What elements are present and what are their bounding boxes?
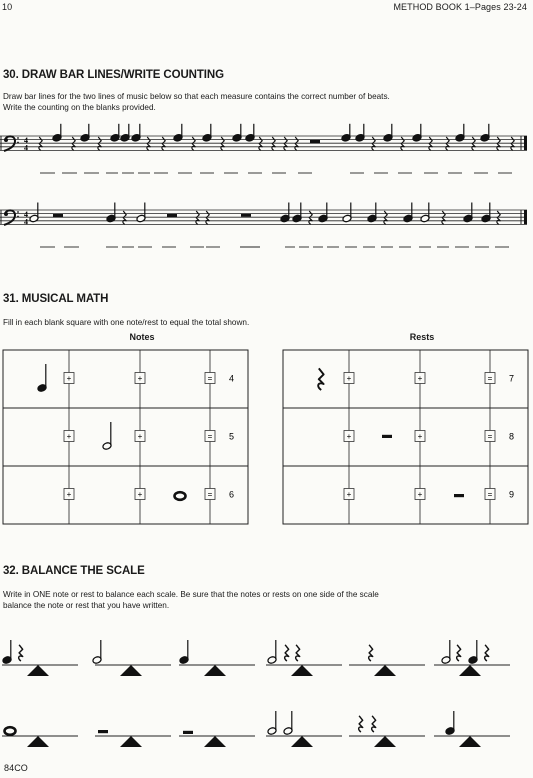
quarter-rest [123, 211, 126, 225]
page-header-title: METHOD BOOK 1–Pages 23-24 [393, 2, 527, 12]
equals-sign: = [487, 490, 493, 499]
quarter-note [480, 124, 490, 142]
half-rest [167, 214, 177, 217]
rests-total: 8 [509, 431, 515, 442]
half-rest [183, 731, 193, 734]
half-note [283, 711, 293, 735]
quarter-rest [318, 368, 323, 390]
quarter-rest [98, 137, 101, 151]
notes-label: Notes [129, 332, 155, 342]
musical-math-grids [0, 348, 533, 538]
ex32-instruction-line-1: Write in ONE note or rest to balance each scale. Be sure that the notes or rests on one side of the scale [3, 590, 379, 599]
page-number: 10 [2, 2, 13, 12]
quarter-rest [401, 137, 404, 151]
clef-dot [17, 142, 19, 144]
plus-sign: + [137, 490, 143, 499]
quarter-rest [497, 137, 500, 151]
scale-fulcrum [204, 665, 226, 676]
quarter-rest [285, 645, 289, 661]
quarter-rest [369, 645, 373, 661]
plus-box [344, 373, 354, 384]
half-note [136, 203, 146, 223]
quarter-rest [472, 137, 475, 151]
balance-scale [266, 711, 342, 747]
balance-scale [95, 730, 171, 747]
scale-fulcrum [204, 736, 226, 747]
ex31-heading: 31. MUSICAL MATH [3, 293, 109, 305]
time-signature [24, 136, 28, 153]
half-rest [53, 214, 63, 217]
quarter-rest [442, 211, 445, 225]
ex30-heading: 30. DRAW BAR LINES/WRITE COUNTING [3, 69, 224, 81]
whole-rest [98, 730, 108, 733]
quarter-note [292, 203, 302, 223]
scale-fulcrum [374, 736, 396, 747]
quarter-rest [19, 645, 23, 661]
plus-sign: + [66, 490, 72, 499]
whole-note [175, 492, 186, 500]
quarter-note [131, 124, 141, 142]
quarter-rest [272, 137, 275, 151]
ex32-heading: 32. BALANCE THE SCALE [3, 565, 145, 577]
quarter-rest [359, 716, 363, 732]
quarter-rest [39, 137, 42, 151]
quarter-note [318, 203, 328, 223]
quarter-note [468, 640, 478, 664]
ex30-instructions [3, 91, 523, 113]
quarter-note [403, 203, 413, 223]
equals-box [485, 431, 495, 442]
balance-scale [2, 640, 78, 676]
quarter-rest [221, 137, 224, 151]
half-note [92, 640, 102, 664]
balance-scale [179, 731, 255, 747]
clef-dot [4, 212, 8, 216]
quarter-note [80, 124, 90, 142]
quarter-note [463, 203, 473, 223]
balance-scales [0, 625, 533, 765]
equals-sign: = [487, 432, 493, 441]
notes-total: 5 [229, 431, 235, 442]
quarter-rest [206, 211, 209, 225]
quarter-rest [295, 137, 298, 151]
quarter-note [106, 203, 116, 223]
scale-fulcrum [120, 665, 142, 676]
balance-scale [2, 727, 78, 747]
clef-dot [17, 216, 19, 218]
quarter-note [232, 124, 242, 142]
clef-dot [17, 137, 19, 139]
quarter-note [110, 124, 120, 142]
time-signature-top: 4 [24, 210, 28, 219]
whole-note-head [5, 727, 16, 735]
ex32-instruction-line-2: balance the note or rest that you have written. [3, 601, 170, 610]
quarter-rest [284, 137, 287, 151]
balance-scale [92, 640, 171, 676]
ex30-instruction-line-1: Draw bar lines for the two lines of music below so that each measure contains the correct number of beats. [3, 92, 390, 101]
quarter-note [179, 640, 189, 664]
scale-fulcrum [459, 736, 481, 747]
quarter-rest [384, 211, 387, 225]
rests-total: 9 [509, 489, 515, 500]
quarter-rest [485, 645, 489, 661]
equals-box [205, 489, 215, 500]
time-signature-top: 4 [24, 136, 28, 145]
half-note [267, 640, 277, 664]
equals-box [485, 489, 495, 500]
half-note [420, 203, 430, 223]
plus-box [135, 489, 145, 500]
time-signature-bottom: 4 [24, 143, 28, 153]
bass-clef-icon [4, 210, 19, 225]
quarter-rest [192, 137, 195, 151]
plus-sign: + [66, 374, 72, 383]
rests-grid [283, 350, 528, 524]
ex31-instruction: Fill in each blank square with one note/rest to equal the total shown. [3, 318, 250, 327]
quarter-note [383, 124, 393, 142]
bass-clef-icon [4, 136, 19, 151]
quarter-note [37, 364, 47, 392]
equals-box [205, 373, 215, 384]
plus-sign: + [417, 432, 423, 441]
half-note [29, 203, 39, 223]
quarter-rest [147, 137, 150, 151]
clef-dot [4, 138, 8, 142]
quarter-rest [511, 137, 514, 151]
quarter-note [173, 124, 183, 142]
equals-sign: = [207, 374, 213, 383]
quarter-note [455, 124, 465, 142]
quarter-rest [72, 137, 75, 151]
time-signature [24, 210, 28, 227]
quarter-note [341, 124, 351, 142]
quarter-rest [196, 211, 199, 225]
quarter-rest [497, 211, 500, 225]
balance-scale [434, 640, 510, 676]
plus-box [64, 431, 74, 442]
scale-fulcrum [291, 665, 313, 676]
plus-box [415, 431, 425, 442]
quarter-rest [309, 211, 312, 225]
equals-sign: = [207, 490, 213, 499]
plus-box [64, 489, 74, 500]
quarter-note [367, 203, 377, 223]
notes-total: 4 [229, 373, 235, 384]
whole-rest [241, 214, 251, 217]
half-rest [310, 140, 320, 143]
quarter-note [481, 203, 491, 223]
whole-note [5, 727, 16, 735]
quarter-rest [372, 137, 375, 151]
time-signature-bottom: 4 [24, 217, 28, 227]
rests-total: 7 [509, 373, 515, 384]
plus-sign: + [66, 432, 72, 441]
quarter-note [280, 203, 290, 223]
plus-box [415, 373, 425, 384]
plus-box [135, 431, 145, 442]
half-rest [382, 435, 392, 438]
plus-box [415, 489, 425, 500]
scale-fulcrum [459, 665, 481, 676]
ex32-instructions [3, 589, 523, 611]
plus-sign: + [137, 374, 143, 383]
quarter-note [120, 124, 130, 142]
rests-label: Rests [409, 332, 435, 342]
balance-scale [434, 711, 510, 747]
plus-box [135, 373, 145, 384]
plus-sign: + [346, 432, 352, 441]
plus-box [344, 431, 354, 442]
scale-fulcrum [27, 665, 49, 676]
clef-dot [17, 211, 19, 213]
plus-box [64, 373, 74, 384]
balance-scale [266, 640, 342, 676]
quarter-note [355, 124, 365, 142]
quarter-rest [429, 137, 432, 151]
quarter-note [2, 640, 12, 664]
notes-grid [3, 350, 248, 524]
whole-note-head [175, 492, 186, 500]
quarter-rest [457, 645, 461, 661]
half-note [267, 711, 277, 735]
whole-rest [454, 494, 464, 497]
equals-box [485, 373, 495, 384]
quarter-rest [296, 645, 300, 661]
ex30-instruction-line-2: Write the counting on the blanks provided. [3, 103, 156, 112]
quarter-note [52, 124, 62, 142]
quarter-note [245, 124, 255, 142]
balance-scale [349, 716, 425, 747]
plus-box [344, 489, 354, 500]
equals-sign: = [207, 432, 213, 441]
scale-fulcrum [27, 736, 49, 747]
notes-total: 6 [229, 489, 235, 500]
balance-scale [179, 640, 255, 676]
quarter-rest [162, 137, 165, 151]
half-note [102, 422, 112, 450]
plus-sign: + [137, 432, 143, 441]
equals-box [205, 431, 215, 442]
plus-sign: + [417, 490, 423, 499]
balance-scale [349, 645, 425, 676]
equals-sign: = [487, 374, 493, 383]
quarter-note [202, 124, 212, 142]
half-note [441, 640, 451, 664]
quarter-note [412, 124, 422, 142]
footer-code: 84CO [4, 763, 28, 773]
quarter-rest [372, 716, 376, 732]
scale-fulcrum [374, 665, 396, 676]
scale-fulcrum [120, 736, 142, 747]
plus-sign: + [346, 490, 352, 499]
quarter-rest [259, 137, 262, 151]
plus-sign: + [417, 374, 423, 383]
plus-sign: + [346, 374, 352, 383]
quarter-note [445, 711, 455, 735]
scale-fulcrum [291, 736, 313, 747]
quarter-rest [446, 137, 449, 151]
half-note [342, 203, 352, 223]
